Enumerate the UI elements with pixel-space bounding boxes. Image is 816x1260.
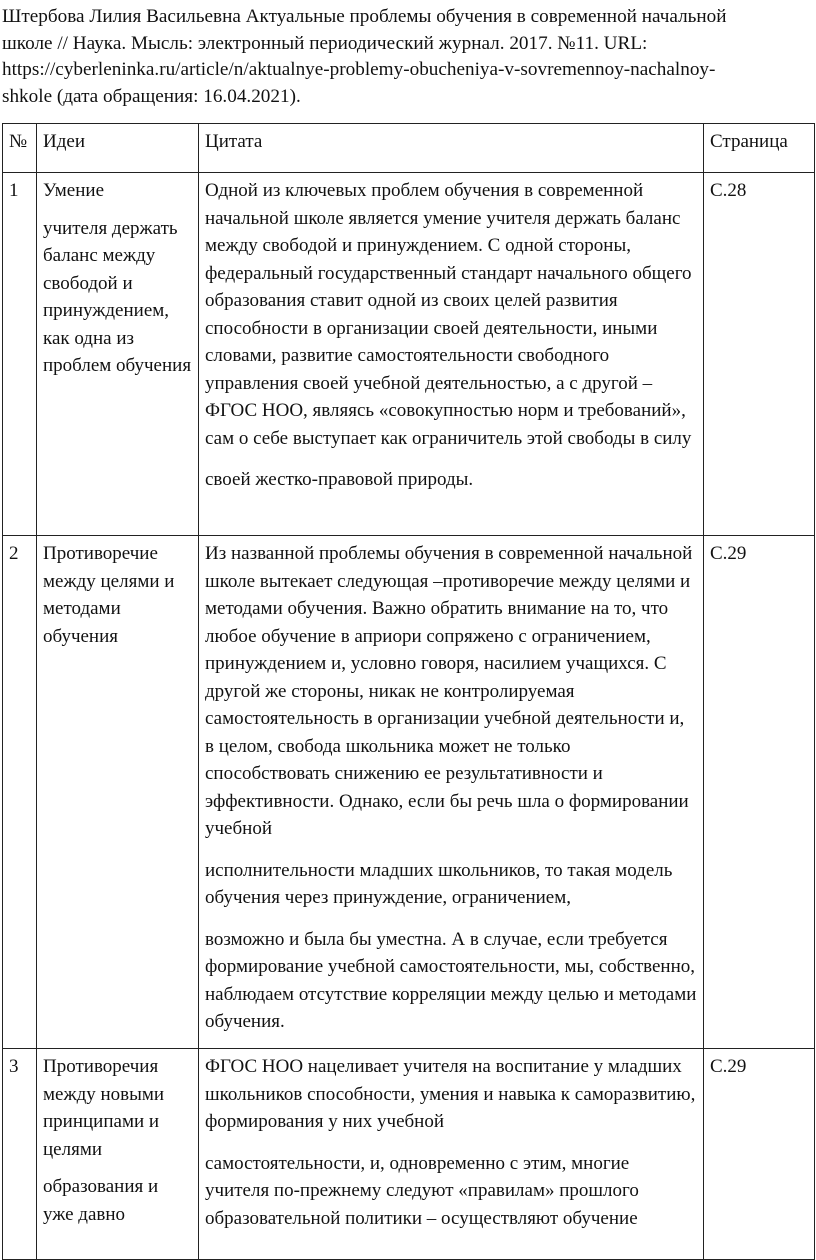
row-number: 3 xyxy=(3,1049,37,1260)
citation-line-2: школе // Наука. Мысль: электронный периодический журнал. 2017. №11. URL: xyxy=(2,32,648,54)
bibliographic-citation xyxy=(2,4,814,110)
idea-text-head: Умение xyxy=(43,180,105,201)
header-number: № xyxy=(3,124,37,173)
quote-cell xyxy=(199,173,704,536)
quote-text: ФГОС НОО нацеливает учителя на воспитание у младших школьников способности, умения и навыка к саморазвитию, формирования у них учебной xyxy=(205,1056,696,1132)
idea-text-head: Противоречие между целями и методами обучения xyxy=(43,543,175,647)
citation-url: https://cyberleninka.ru/article/n/aktualnye-problemy-obucheniya-v-sovremennoy-nachalnoy- xyxy=(2,59,716,80)
citation-line-1: Штербова Лилия Васильевна Актуальные проблемы обучения в современной начальной xyxy=(2,6,727,27)
row-number: 1 xyxy=(3,173,37,536)
quote-text: Из названной проблемы обучения в современной начальной школе вытекает следующая –противоречие между целями и методами обучения. Важно обратить внимание на то, что любое обучение в априори сопряжено с ограничением, принуждением и, условно говоря, насилием учащихся. С другой же стороны, никак не контролируемая самостоятельность в организации учебной деятельности и, в целом, свобода школьника может не только способствовать снижению ее результативности и эффективности. Однако, если бы речь шла о формировании учебной xyxy=(205,543,693,839)
row-number: 2 xyxy=(3,536,37,1049)
page-cell: С.29 xyxy=(704,1049,815,1260)
quote-text-cont: возможно и была бы уместна. А в случае, если требуется формирование учебной самостоятельности, мы, собственно, наблюдаем отсутствие корреляции между целью и методами обучения. xyxy=(205,928,697,1032)
table-header-row xyxy=(3,124,815,173)
table-row xyxy=(3,173,815,536)
quote-text: Одной из ключевых проблем обучения в современной начальной школе является умение учителя держать баланс между свободой и принуждением. С одной стороны, федеральный государственный стандарт начального общего образования ставит одной из своих целей развития способности в организации своей деятельности, иными словами, развитие самостоятельности свободного управления своей учебной деятельностью, а с другой – ФГОС НОО, являясь «совокупностью норм и требований», сам о себе выступает как ограничитель этой свободы в силу xyxy=(205,180,692,449)
header-quote: Цитата xyxy=(199,124,704,173)
citation-access-date: shkole (дата обращения: 16.04.2021). xyxy=(2,85,301,107)
idea-text-rest: учителя держать баланс между свободой и принуждением, как одна из проблем обучения xyxy=(43,217,192,376)
page-cell: С.29 xyxy=(704,536,815,1049)
idea-cell xyxy=(37,536,199,1049)
idea-text-rest: образования и уже давно xyxy=(43,1176,159,1225)
table-row xyxy=(3,536,815,1049)
quote-text-cont: своей жестко-правовой природы. xyxy=(205,469,474,490)
header-page: Страница xyxy=(704,124,815,173)
quote-text-cont: исполнительности младших школьников, то такая модель обучения через принуждение, ограничением, xyxy=(205,859,673,908)
quote-cell xyxy=(199,1049,704,1260)
table-row xyxy=(3,1049,815,1260)
idea-cell xyxy=(37,173,199,536)
quote-text-cont: самостоятельности, и, одновременно с этим, многие учителя по-прежнему следуют «правилам» прошлого образовательной политики – осуществляют обучение xyxy=(205,1152,639,1229)
header-ideas: Идеи xyxy=(37,124,199,173)
page-cell: С.28 xyxy=(704,173,815,536)
idea-text-head: Противоречия между новыми принципами и целями xyxy=(43,1056,165,1160)
ideas-table xyxy=(2,123,815,1260)
quote-cell xyxy=(199,536,704,1049)
idea-cell xyxy=(37,1049,199,1260)
